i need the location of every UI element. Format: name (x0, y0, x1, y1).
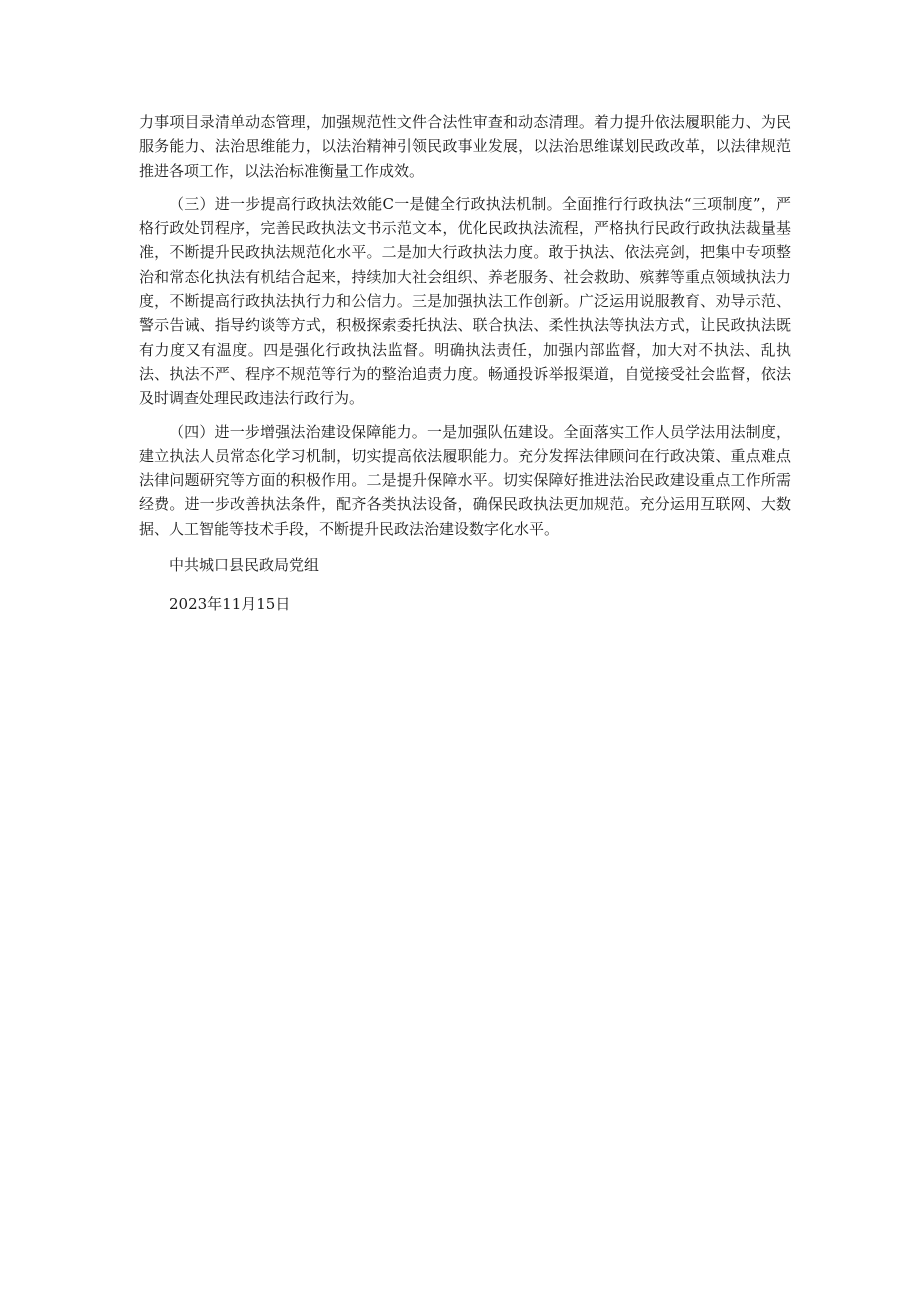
document-body (139, 110, 791, 617)
signature-organization: 中共城口县民政局党组 (169, 556, 320, 575)
paragraph-section-three: （三）进一步提高行政执法效能C一是健全行政执法机制。全面推行行政执法“三项制度”，严格行政处罚程序，完善民政执法文书示范文本，优化民政执法流程，严格执行民政行政执法裁量基准，不断提升民政执法规范化水平。二是加大行政执法力度。敢于执法、依法亮剑，把集中专项整治和常态化执法有机结合起来，持续加大社会组织、养老服务、社会救助、殡葬等重点领域执法力度，不断提高行政执法执行力和公信力。三是加强执法工作创新。广泛运用说服教育、劝导示范、警示告诫、指导约谈等方式，积极探索委托执法、联合执法、柔性执法等执法方式，让民政执法既有力度又有温度。四是强化行政执法监督。明确执法责任，加强内部监督，加大对不执法、乱执法、执法不严、程序不规范等行为的整治追责力度。畅通投诉举报渠道，自觉接受社会监督，依法及时调查处理民政违法行政行为。 (139, 194, 791, 408)
signature-date: 2023年11月15日 (169, 595, 291, 614)
paragraph-continuation: 力事项目录清单动态管理，加强规范性文件合法性审查和动态清理。着力提升依法履职能力、为民服务能力、法治思维能力，以法治精神引领民政事业发展，以法治思维谋划民政改革，以法律规范推进各项工作，以法治标准衡量工作成效。 (139, 113, 791, 180)
paragraph-section-four: （四）进一步增强法治建设保障能力。一是加强队伍建设。全面落实工作人员学法用法制度，建立执法人员常态化学习机制，切实提高依法履职能力。充分发挥法律顾问在行政决策、重点难点法律问题研究等方面的积极作用。二是提升保障水平。切实保障好推进法治民政建设重点工作所需经费。进一步改善执法条件，配齐各类执法设备，确保民政执法更加规范。充分运用互联网、大数据、人工智能等技术手段，不断提升民政法治建设数字化水平。 (139, 422, 791, 538)
